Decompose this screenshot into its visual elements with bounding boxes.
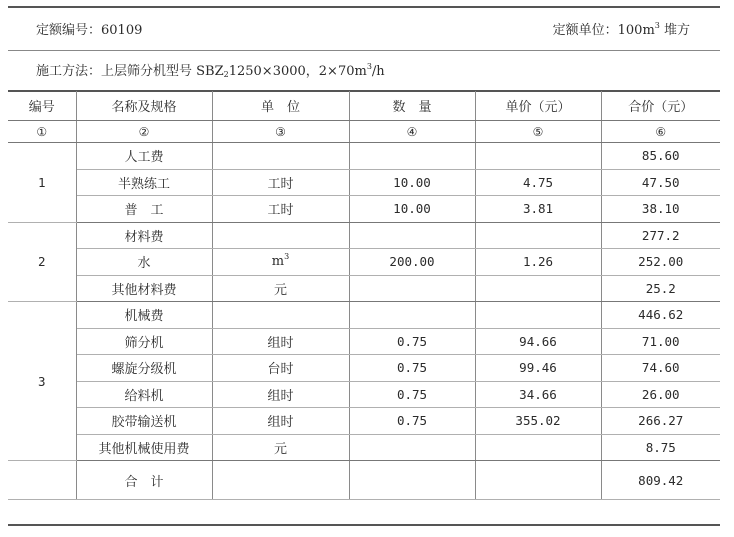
item-name: 螺旋分级机 xyxy=(76,355,212,382)
table-row xyxy=(8,275,720,302)
total-qty-cell xyxy=(349,461,475,500)
item-name: 机械费 xyxy=(76,302,212,329)
top-rule xyxy=(8,6,720,8)
item-unit-price: 4.75 xyxy=(475,169,601,196)
norm-unit-suffix: 堆方 xyxy=(659,23,690,38)
col-index-2: ② xyxy=(76,121,212,143)
item-name: 胶带输送机 xyxy=(76,408,212,435)
item-total-price: 26.00 xyxy=(601,381,720,408)
header-divider xyxy=(8,50,720,51)
item-name: 其他机械使用费 xyxy=(76,434,212,461)
item-unit-price: 99.46 xyxy=(475,355,601,382)
item-total-price: 8.75 xyxy=(601,434,720,461)
item-quantity xyxy=(349,275,475,302)
total-row xyxy=(8,461,720,500)
construction-method xyxy=(36,64,385,80)
item-unit-price xyxy=(475,302,601,329)
item-unit-price xyxy=(475,143,601,170)
item-quantity xyxy=(349,222,475,249)
item-quantity: 0.75 xyxy=(349,381,475,408)
table-row xyxy=(8,408,720,435)
item-total-price: 252.00 xyxy=(601,249,720,276)
item-unit-text: 组时 xyxy=(267,335,294,351)
item-quantity xyxy=(349,143,475,170)
item-name: 其他材料费 xyxy=(76,275,212,302)
column-index-row xyxy=(8,121,720,143)
col-index-1: ① xyxy=(8,121,76,143)
item-total-price: 446.62 xyxy=(601,302,720,329)
item-unit xyxy=(212,328,349,355)
item-unit xyxy=(212,249,349,276)
table-row xyxy=(8,143,720,170)
item-quantity: 0.75 xyxy=(349,408,475,435)
norm-number xyxy=(36,23,142,39)
group-number: 1 xyxy=(8,143,76,223)
item-unit-text: 组时 xyxy=(267,415,294,431)
item-quantity: 10.00 xyxy=(349,169,475,196)
norm-number-text: 定额编号：60109 xyxy=(36,23,143,38)
col-header-no: 编号 xyxy=(8,91,76,121)
table-row xyxy=(8,328,720,355)
item-total-price: 47.50 xyxy=(601,169,720,196)
bottom-rule xyxy=(8,524,720,526)
col-index-6: ⑥ xyxy=(601,121,720,143)
norm-unit xyxy=(553,23,690,39)
item-unit-sup: 3 xyxy=(284,252,290,262)
item-unit-text: 工时 xyxy=(267,203,294,219)
item-quantity: 0.75 xyxy=(349,328,475,355)
item-total-price: 38.10 xyxy=(601,196,720,223)
col-header-name: 名称及规格 xyxy=(76,91,212,121)
item-unit xyxy=(212,143,349,170)
item-unit xyxy=(212,381,349,408)
item-name: 筛分机 xyxy=(76,328,212,355)
item-name: 普 工 xyxy=(76,196,212,223)
table-row xyxy=(8,381,720,408)
col-index-4: ④ xyxy=(349,121,475,143)
item-unit xyxy=(212,408,349,435)
item-name: 给料机 xyxy=(76,381,212,408)
item-total-price: 266.27 xyxy=(601,408,720,435)
col-header-total: 合价（元） xyxy=(601,91,720,121)
item-unit-text: 工时 xyxy=(267,176,294,192)
item-name: 水 xyxy=(76,249,212,276)
norm-unit-prefix: 定额单位：100m xyxy=(552,23,655,38)
item-unit-price xyxy=(475,275,601,302)
item-quantity: 10.00 xyxy=(349,196,475,223)
item-quantity xyxy=(349,302,475,329)
col-index-5: ⑤ xyxy=(475,121,601,143)
item-unit-price: 94.66 xyxy=(475,328,601,355)
item-total-price: 74.60 xyxy=(601,355,720,382)
method-mid: 1250×3000，2×70m xyxy=(228,64,367,79)
table-row xyxy=(8,222,720,249)
table-row xyxy=(8,434,720,461)
method-sup: 3 xyxy=(366,62,372,71)
group-number: 2 xyxy=(8,222,76,302)
item-unit-text: 元 xyxy=(273,282,287,298)
total-label: 合 计 xyxy=(76,461,212,500)
item-total-price: 277.2 xyxy=(601,222,720,249)
table-header-row xyxy=(8,91,720,121)
quota-table xyxy=(8,91,720,500)
item-unit xyxy=(212,355,349,382)
item-unit xyxy=(212,169,349,196)
table-row xyxy=(8,355,720,382)
item-unit xyxy=(212,196,349,223)
item-unit-price: 3.81 xyxy=(475,196,601,223)
col-index-3: ③ xyxy=(212,121,349,143)
item-unit xyxy=(212,275,349,302)
col-header-price: 单价（元） xyxy=(475,91,601,121)
item-unit xyxy=(212,302,349,329)
table-row xyxy=(8,302,720,329)
table-row xyxy=(8,169,720,196)
item-quantity: 0.75 xyxy=(349,355,475,382)
total-unit-cell xyxy=(212,461,349,500)
group-number: 3 xyxy=(8,302,76,461)
total-no-cell xyxy=(8,461,76,500)
item-unit-price xyxy=(475,222,601,249)
item-unit-text: 组时 xyxy=(267,388,294,404)
item-total-price: 85.60 xyxy=(601,143,720,170)
item-quantity: 200.00 xyxy=(349,249,475,276)
method-suffix: /h xyxy=(371,64,385,79)
item-unit-text: 台时 xyxy=(267,362,294,378)
item-unit-price: 34.66 xyxy=(475,381,601,408)
item-unit-text: m xyxy=(271,254,285,270)
col-header-qty: 数 量 xyxy=(349,91,475,121)
item-name: 半熟练工 xyxy=(76,169,212,196)
item-unit xyxy=(212,434,349,461)
item-unit-text: 元 xyxy=(273,441,287,457)
total-price-cell xyxy=(475,461,601,500)
table-row xyxy=(8,196,720,223)
item-unit-price: 355.02 xyxy=(475,408,601,435)
item-unit xyxy=(212,222,349,249)
item-name: 材料费 xyxy=(76,222,212,249)
item-total-price: 71.00 xyxy=(601,328,720,355)
item-unit-price: 1.26 xyxy=(475,249,601,276)
method-sub: 2 xyxy=(223,70,229,79)
norm-unit-sup: 3 xyxy=(654,21,660,30)
method-prefix: 施工方法：上层筛分机型号 SBZ xyxy=(36,64,224,79)
item-unit-price xyxy=(475,434,601,461)
item-total-price: 25.2 xyxy=(601,275,720,302)
item-name: 人工费 xyxy=(76,143,212,170)
table-row xyxy=(8,249,720,276)
col-header-unit: 单 位 xyxy=(212,91,349,121)
total-value: 809.42 xyxy=(601,461,720,500)
item-quantity xyxy=(349,434,475,461)
